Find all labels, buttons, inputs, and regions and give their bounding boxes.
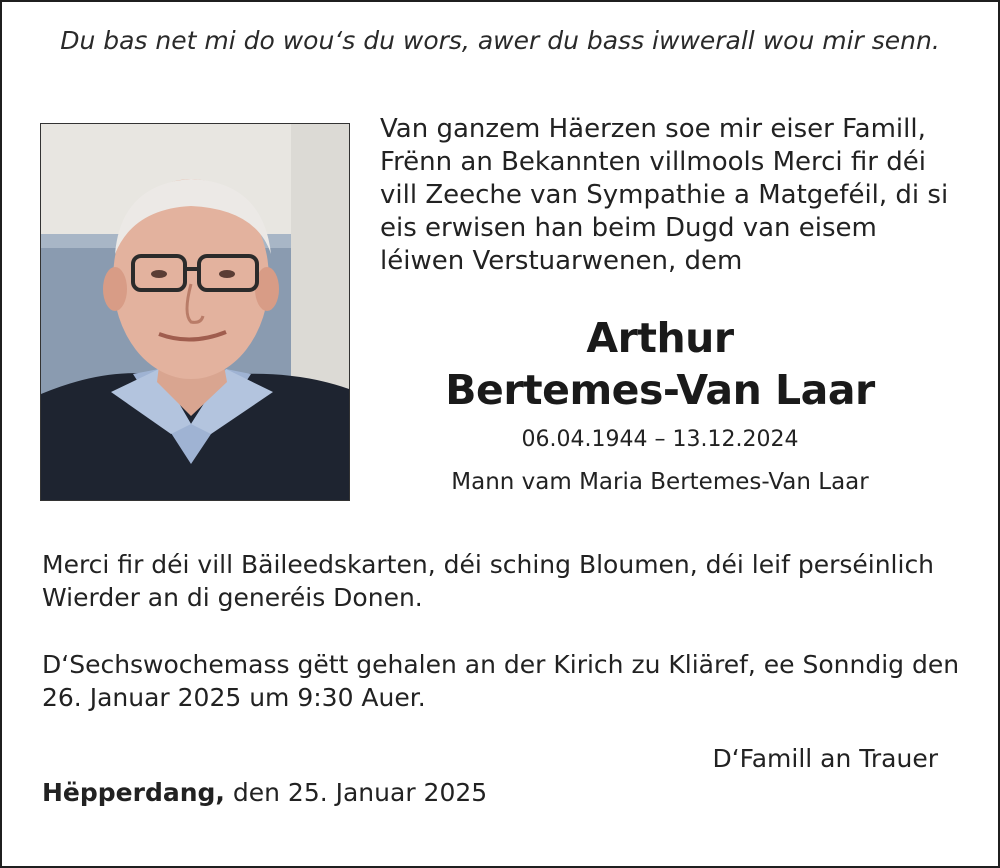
mass-paragraph: D‘Sechswochemass gëtt gehalen an der Kirich zu Kliäref, ee Sonndig den 26. Januar 2025 um 9:30 Auer. bbox=[42, 650, 960, 712]
place-date-line bbox=[42, 776, 487, 809]
thanks-text: Van ganzem Häerzen soe mir eiser Famill, Frënn an Bekannten villmools Merci fir déi vill Zeeche van Sympathie a Matgeféil, di si eis erwisen han beim Dugd van eisem léiwen Verstuarwenen, dem bbox=[380, 114, 949, 276]
life-dates: 06.04.1944 – 13.12.2024 bbox=[521, 427, 799, 452]
portrait-photo-icon bbox=[41, 124, 349, 500]
deceased-last-name: Bertemes-Van Laar bbox=[445, 366, 875, 414]
motto-quote: Du bas net mi do wou‘s du wors, awer du bass iwwerall wou mir senn. bbox=[60, 26, 940, 55]
signature: D‘Famill an Trauer bbox=[712, 744, 938, 773]
place-name: Hëpperdang, bbox=[42, 778, 225, 807]
deceased-name bbox=[380, 312, 940, 416]
notice-date: den 25. Januar 2025 bbox=[224, 778, 488, 807]
deceased-first-name: Arthur bbox=[586, 314, 734, 362]
cards-thanks-paragraph: Merci fir déi vill Bäileedskarten, déi sching Bloumen, déi leif perséinlich Wierder an di generéis Donen. bbox=[42, 550, 935, 612]
spouse-line: Mann vam Maria Bertemes-Van Laar bbox=[451, 469, 869, 495]
portrait-photo bbox=[40, 123, 350, 501]
